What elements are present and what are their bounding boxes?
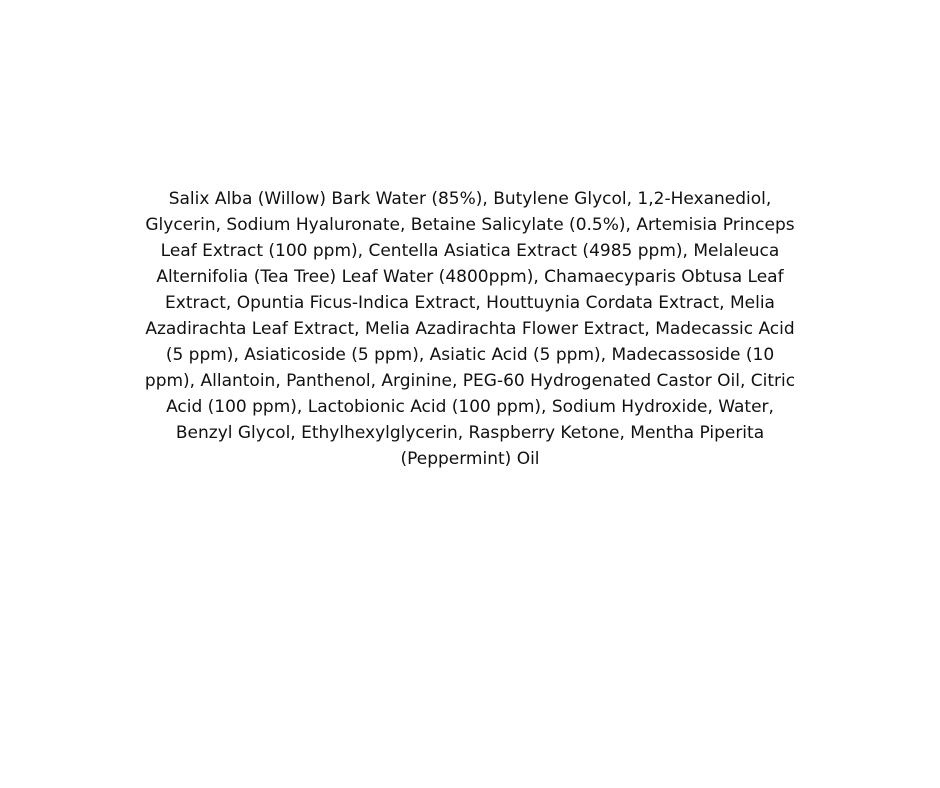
ingredients-list-text: Salix Alba (Willow) Bark Water (85%), Butylene Glycol, 1,2-Hexanediol, Glycerin, Sodium Hyaluronate, Betaine Salicylate (0.5%), Artemisia Princeps Leaf Extract (100 ppm), Centella Asiatica Extract (4985 ppm), Melaleuca Alternifolia (Tea Tree) Leaf Water (4800ppm), Chamaecyparis Obtusa Leaf Extract, Opuntia Ficus-Indica Extract, Houttuynia Cordata Extract, Melia Azadirachta Leaf Extract, Melia Azadirachta Flower Extract, Madecassic Acid (5 ppm), Asiaticoside (5 ppm), Asiatic Acid (5 ppm), Madecassoside (10 ppm), Allantoin, Panthenol, Arginine, PEG-60 Hydrogenated Castor Oil, Citric Acid (100 ppm), Lactobionic Acid (100 ppm), Sodium Hydroxide, Water, Benzyl Glycol, Ethylhexylglycerin, Raspberry Ketone, Mentha Piperita (Peppermint) Oil xyxy=(144,189,796,469)
